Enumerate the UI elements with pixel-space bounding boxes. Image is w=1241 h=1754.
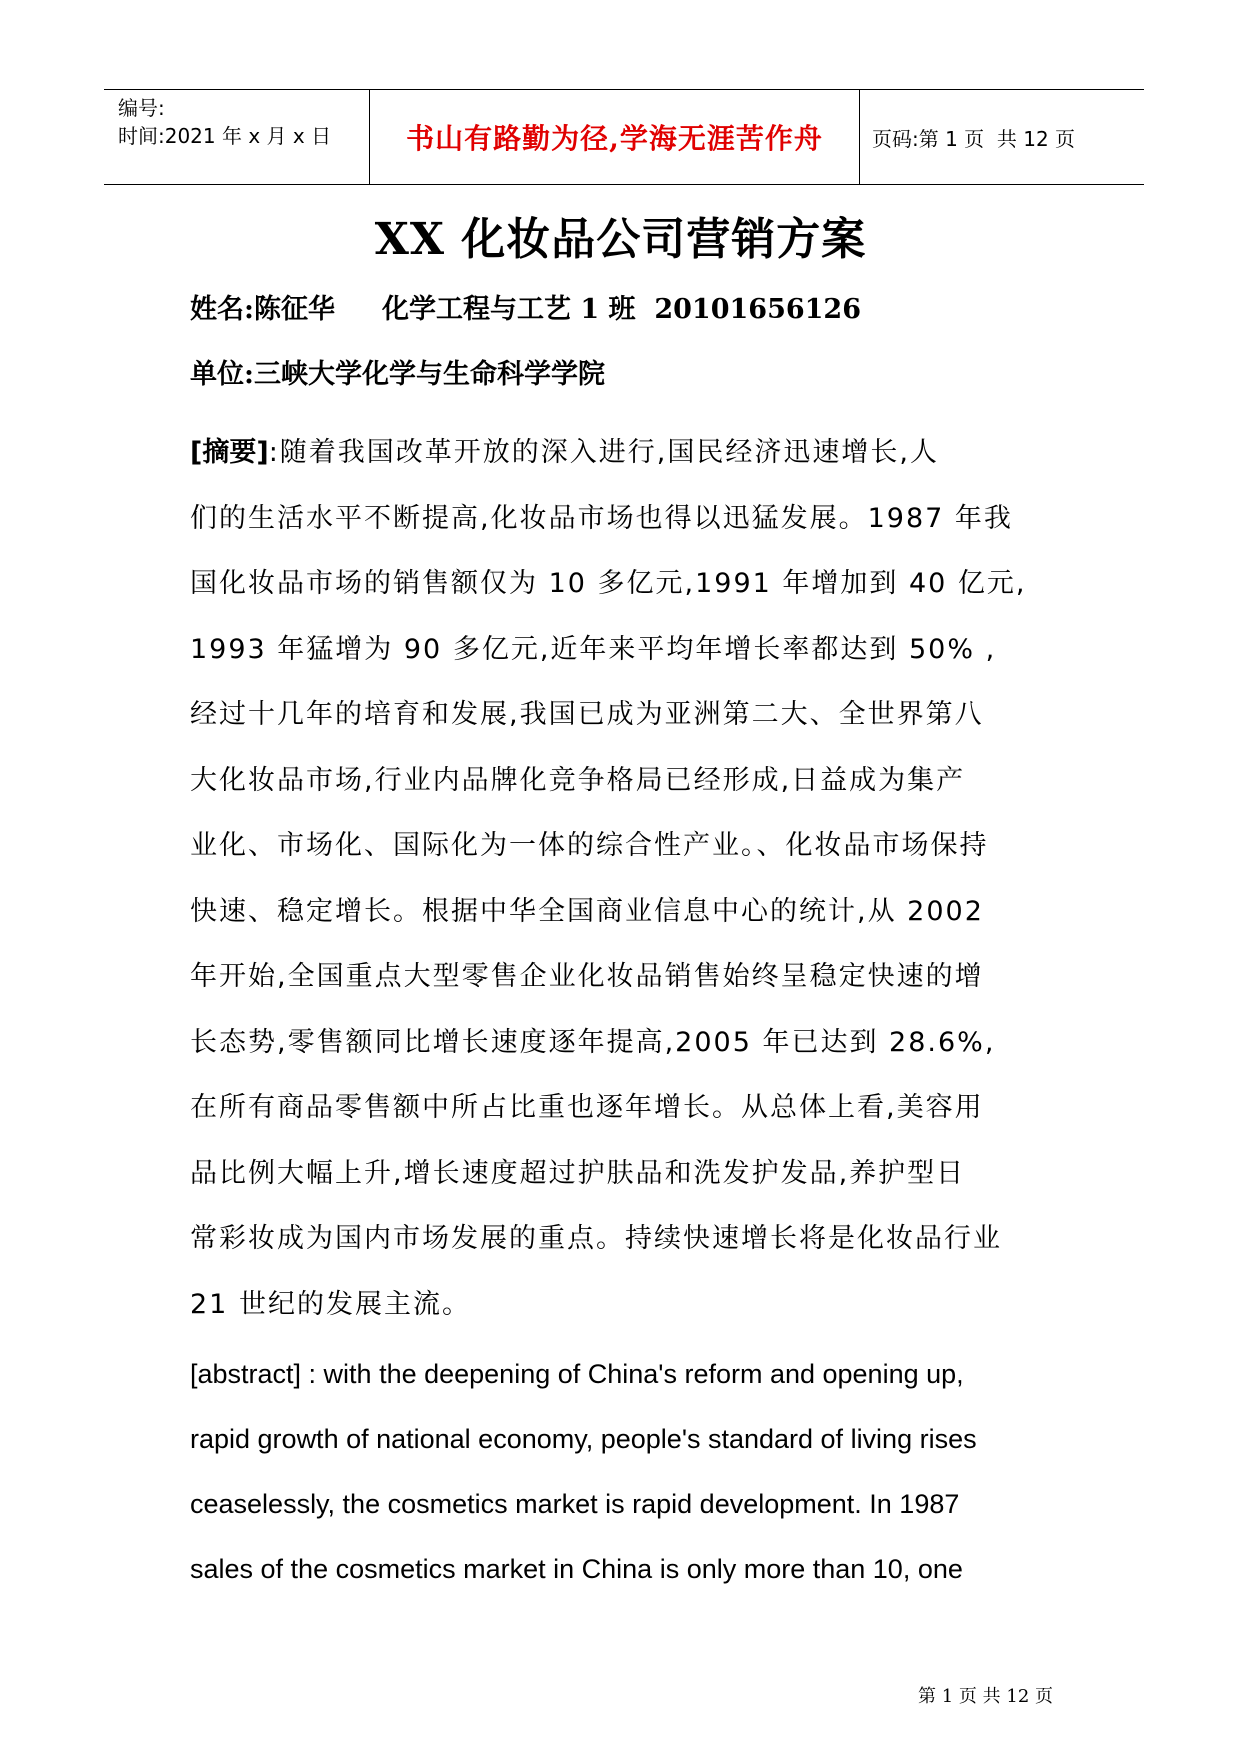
abstract-first-line (190, 420, 1070, 486)
abstract-en-line: [abstract] : with the deepening of China's reform and opening up, (190, 1359, 964, 1389)
abstract-label: [摘要] (190, 437, 269, 468)
abstract-line: 长态势,零售额同比增长速度逐年提高,2005 年已达到 28.6%, (190, 1026, 996, 1058)
abstract-line: 们的生活水平不断提高,化妆品市场也得以迅猛发展。1987 年我 (190, 502, 1013, 534)
abstract-line: 常彩妆成为国内市场发展的重点。持续快速增长将是化妆品行业 (190, 1223, 1002, 1254)
abstract-line: 大化妆品市场,行业内品牌化竞争格局已经形成,日益成为集产 (190, 764, 966, 796)
document-number-label: 编号: (118, 96, 165, 120)
abstract-line: 经过十几年的培育和发展,我国已成为亚洲第二大、全世界第八 (190, 699, 984, 730)
abstract-line: 快速、稳定增长。根据中华全国商业信息中心的统计,从 2002 (190, 895, 984, 927)
header-page-code: 页码:第 1 页 共 12 页 (872, 126, 1076, 151)
abstract-en-line: ceaselessly, the cosmetics market is rapid development. In 1987 (190, 1489, 960, 1519)
header-motto: 书山有路勤为径,学海无涯苦作舟 (406, 122, 823, 155)
abstract-line: 国化妆品市场的销售额仅为 10 多亿元,1991 年增加到 40 亿元, (190, 568, 1027, 599)
page-header (104, 89, 1144, 185)
abstract-line: 21 世纪的发展主流。 (190, 1288, 471, 1320)
header-right-cell (860, 90, 1144, 184)
header-motto-cell (370, 90, 860, 184)
abstract-en-line: rapid growth of national economy, people's standard of living rises (190, 1424, 977, 1454)
affiliation-line: 单位:三峡大学化学与生命科学学院 (190, 359, 605, 390)
abstract-en-line: sales of the cosmetics market in China is only more than 10, one (190, 1554, 963, 1584)
abstract-line: 品比例大幅上升,增长速度超过护肤品和洗发护发品,养护型日 (190, 1157, 966, 1189)
page-footer: 第 1 页 共 12 页 (918, 1686, 1053, 1707)
author-line: 姓名:陈征华 化学工程与工艺 1 班 20101656126 (190, 294, 862, 325)
abstract-line: 业化、市场化、国际化为一体的综合性产业。、化妆品市场保持 (190, 830, 989, 861)
abstract-line: 在所有商品零售额中所占比重也逐年增长。从总体上看,美容用 (190, 1092, 984, 1123)
document-date: 时间:2021 年 x 月 x 日 (118, 124, 332, 148)
abstract-line: 年开始,全国重点大型零售企业化妆品销售始终呈稳定快速的增 (190, 961, 984, 992)
abstract-chinese (190, 420, 1070, 1337)
abstract-first-text: :随着我国改革开放的深入进行,国民经济迅速增长,人 (268, 437, 939, 468)
abstract-line: 1993 年猛增为 90 多亿元,近年来平均年增长率都达到 50% , (190, 633, 997, 665)
header-left-cell (104, 90, 370, 184)
abstract-english (190, 1342, 1090, 1602)
document-title: XX 化妆品公司营销方案 (374, 214, 867, 265)
